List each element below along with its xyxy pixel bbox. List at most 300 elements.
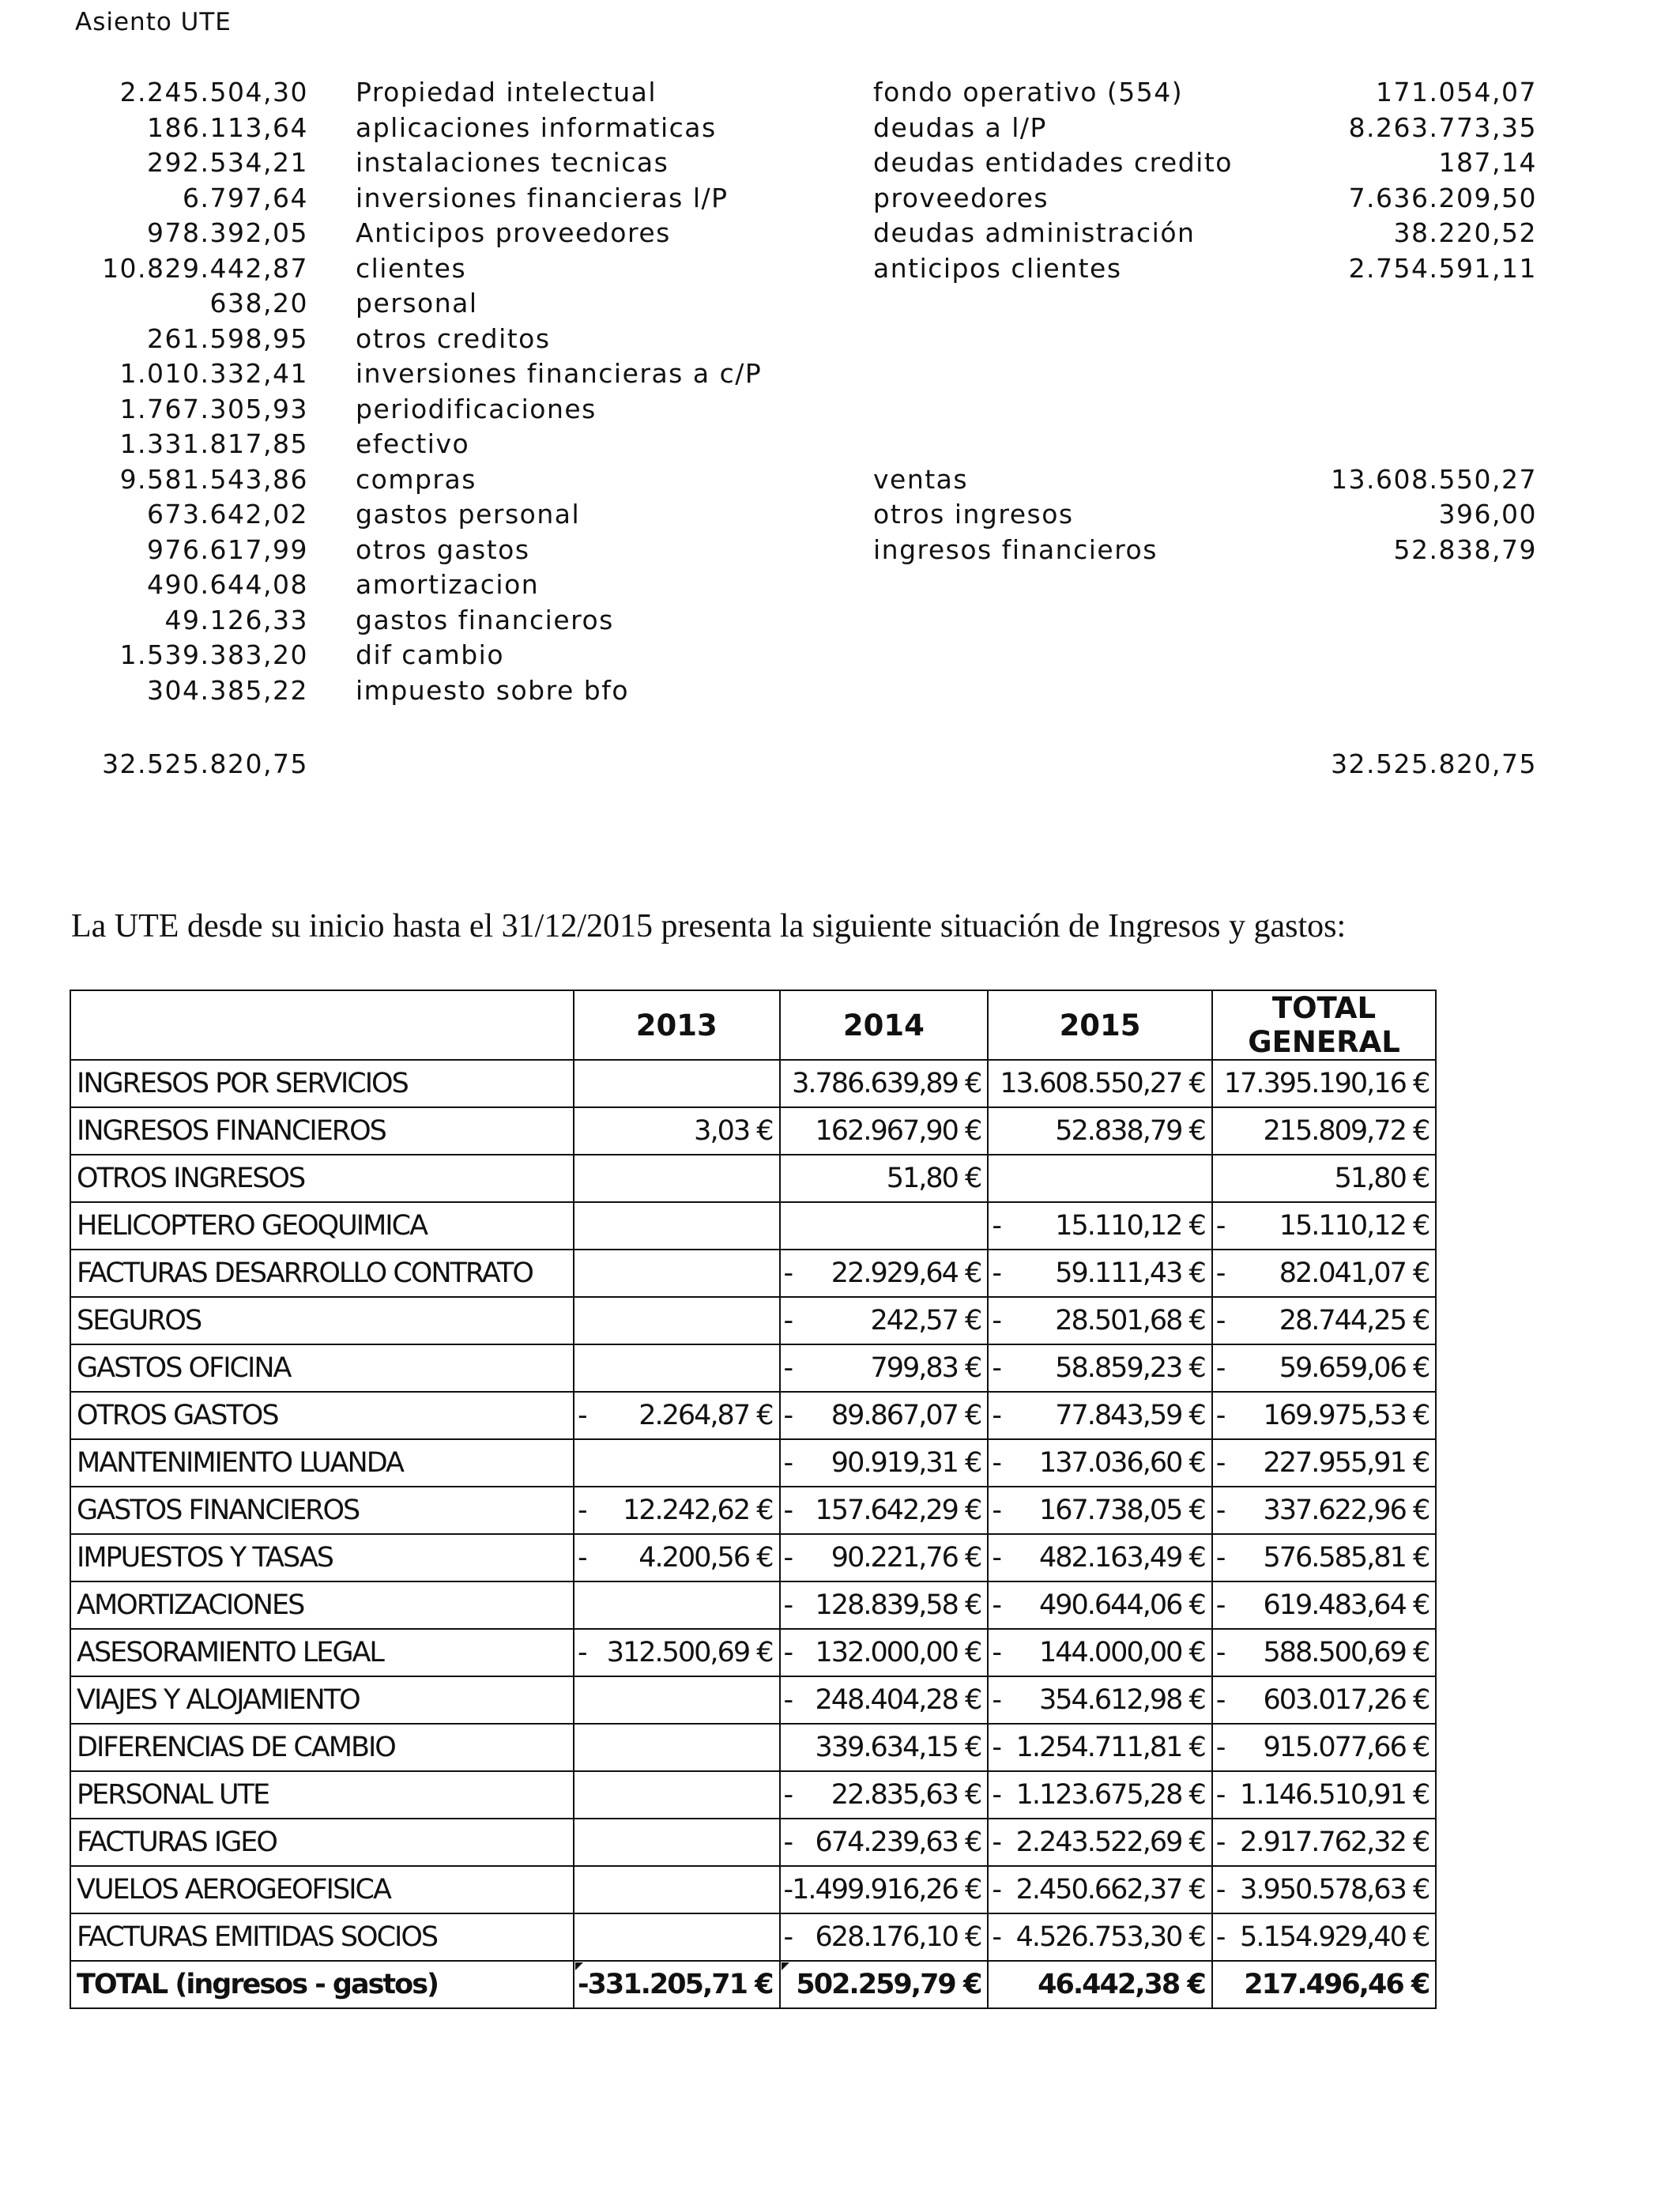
amount: 58.859,23 €: [1055, 1352, 1205, 1384]
amount: 1.146.510,91 €: [1240, 1779, 1430, 1811]
negative-sign: -: [992, 1305, 1000, 1336]
debit-value: 1.767.305,93: [119, 393, 308, 424]
table-row: [70, 1534, 1436, 1581]
table-row: [70, 1913, 1436, 1961]
credit-value: 396,00: [1438, 499, 1537, 530]
value-cell: [780, 1439, 989, 1487]
negative-sign: -: [1215, 1779, 1225, 1811]
asiento-total-debit: 32.525.820,75: [102, 748, 308, 779]
credit-value: 187,14: [1438, 147, 1537, 178]
value-cell: [574, 1676, 780, 1724]
debit-value: 186.113,64: [147, 111, 308, 143]
negative-sign: -: [992, 1495, 1000, 1526]
credit-value: 171.054,07: [1376, 77, 1537, 107]
asiento-totals: [75, 747, 1537, 782]
asiento-row: [75, 392, 1537, 428]
credit-account: anticipos clientes: [873, 252, 1122, 284]
amount: 3.786.639,89 €: [792, 1068, 981, 1099]
negative-sign: -: [992, 1542, 1000, 1574]
negative-sign: -: [992, 1352, 1000, 1384]
row-label: FACTURAS EMITIDAS SOCIOS: [70, 1913, 574, 1961]
value-cell: [1212, 1866, 1436, 1913]
value-cell: [1212, 1344, 1436, 1392]
value-cell: [988, 1676, 1211, 1724]
negative-sign: -: [992, 1826, 1000, 1858]
negative-sign: -: [992, 1732, 1000, 1763]
asiento-row: [75, 216, 1537, 251]
asiento-row: [75, 638, 1537, 673]
amount: 82.041,07 €: [1279, 1257, 1430, 1289]
value-cell: [780, 1487, 989, 1534]
header-2014: 2014: [780, 990, 989, 1060]
amount: 5.154.929,40 €: [1240, 1921, 1430, 1953]
table-row: [70, 1676, 1436, 1724]
row-label: OTROS GASTOS: [70, 1392, 574, 1439]
value-cell: [1212, 1581, 1436, 1629]
value-cell: [988, 1487, 1211, 1534]
row-label: HELICOPTERO GEOQUIMICA: [70, 1202, 574, 1250]
debit-value: 1.331.817,85: [119, 428, 308, 459]
value-cell: [574, 1487, 780, 1534]
row-label: SEGUROS: [70, 1297, 574, 1344]
table-row: [70, 1819, 1436, 1866]
asiento-row: [75, 603, 1537, 639]
debit-account: Anticipos proveedores: [356, 217, 671, 248]
asiento-row: [75, 286, 1537, 322]
amount: 167.738,05 €: [1038, 1495, 1205, 1526]
value-cell: [988, 1819, 1211, 1866]
amount: 28.501,68 €: [1055, 1305, 1205, 1336]
value-cell: [780, 1202, 989, 1250]
negative-sign: -: [1215, 1732, 1225, 1763]
value-cell: [1212, 1392, 1436, 1439]
value-cell: [988, 1439, 1211, 1487]
negative-sign: -: [1215, 1826, 1225, 1858]
debit-account: otros gastos: [356, 533, 530, 565]
value-cell: [988, 1297, 1211, 1344]
value-cell: [1212, 1107, 1436, 1155]
row-label: ASESORAMIENTO LEGAL: [70, 1629, 574, 1676]
amount: 90.919,31 €: [831, 1447, 981, 1479]
amount: 312.500,69 €: [606, 1637, 773, 1668]
row-label: AMORTIZACIONES: [70, 1581, 574, 1629]
debit-account: impuesto sobre bfo: [356, 674, 630, 706]
amount: 2.264,87 €: [638, 1400, 773, 1431]
debit-value: 261.598,95: [147, 322, 308, 354]
row-label: OTROS INGRESOS: [70, 1155, 574, 1202]
negative-sign: -: [992, 1874, 1000, 1906]
negative-sign: -: [578, 1542, 586, 1574]
value-cell: [574, 1913, 780, 1961]
row-label: VUELOS AEROGEOFISICA: [70, 1866, 574, 1913]
amount: 157.642,29 €: [815, 1495, 981, 1526]
negative-sign: -: [1215, 1921, 1225, 1953]
debit-value: 978.392,05: [147, 217, 308, 248]
row-label: FACTURAS DESARROLLO CONTRATO: [70, 1250, 574, 1297]
amount: 59.111,43 €: [1055, 1257, 1205, 1289]
amount: 1.123.675,28 €: [1015, 1779, 1205, 1811]
amount: 12.242,62 €: [622, 1495, 773, 1526]
value-cell: [574, 1392, 780, 1439]
header-2015: 2015: [988, 990, 1211, 1060]
value-cell: [1212, 1202, 1436, 1250]
value-cell: [1212, 1060, 1436, 1107]
negative-sign: -: [992, 1637, 1000, 1668]
value-cell: [780, 1961, 989, 2008]
amount: 1.499.916,26 €: [792, 1874, 981, 1906]
amount: 46.442,38 €: [1038, 1969, 1205, 2000]
value-cell: [988, 1629, 1211, 1676]
value-cell: [1212, 1155, 1436, 1202]
amount: 51,80 €: [886, 1163, 981, 1194]
amount: 4.200,56 €: [638, 1542, 773, 1574]
amount: 915.077,66 €: [1263, 1732, 1430, 1763]
value-cell: [780, 1629, 989, 1676]
header-total-general: TOTAL GENERAL: [1212, 990, 1436, 1060]
negative-sign: -: [783, 1874, 793, 1906]
value-cell: [780, 1676, 989, 1724]
negative-sign: -: [1215, 1352, 1225, 1384]
amount: 2.243.522,69 €: [1015, 1826, 1205, 1858]
credit-account: deudas a l/P: [873, 111, 1047, 143]
income-expense-table: [70, 990, 1437, 2009]
value-cell: [780, 1344, 989, 1392]
debit-value: 2.245.504,30: [119, 77, 308, 107]
negative-sign: -: [992, 1257, 1000, 1289]
header-label: [70, 990, 574, 1060]
value-cell: [988, 1961, 1211, 2008]
amount: 2.450.662,37 €: [1015, 1874, 1205, 1906]
negative-sign: -: [783, 1637, 793, 1668]
debit-account: gastos financieros: [356, 604, 614, 635]
value-cell: [988, 1250, 1211, 1297]
negative-sign: -: [783, 1352, 793, 1384]
amount: 89.867,07 €: [831, 1400, 981, 1431]
negative-sign: -: [783, 1921, 793, 1953]
debit-account: compras: [356, 463, 477, 495]
value-cell: [574, 1629, 780, 1676]
debit-account: gastos personal: [356, 499, 581, 530]
negative-sign: -: [783, 1589, 793, 1621]
asiento-row: [75, 111, 1537, 146]
table-row: [70, 1392, 1436, 1439]
negative-sign: -: [992, 1447, 1000, 1479]
value-cell: [780, 1060, 989, 1107]
credit-value: 2.754.591,11: [1348, 252, 1537, 284]
negative-sign: -: [1215, 1874, 1225, 1906]
amount: 339.634,15 €: [815, 1732, 981, 1763]
amount: 22.929,64 €: [831, 1257, 981, 1289]
credit-account: ventas: [873, 463, 969, 495]
amount: 169.975,53 €: [1263, 1400, 1430, 1431]
value-cell: [780, 1771, 989, 1819]
debit-account: inversiones financieras a c/P: [356, 358, 763, 389]
intro-paragraph: La UTE desde su inicio hasta el 31/12/2015 presenta la siguiente situación de Ingresos y gastos:: [71, 908, 1347, 944]
amount: 52.838,79 €: [1055, 1115, 1205, 1147]
credit-account: fondo operativo (554): [873, 77, 1184, 107]
value-cell: [574, 1724, 780, 1771]
value-cell: [1212, 1676, 1436, 1724]
value-cell: [574, 1297, 780, 1344]
debit-account: efectivo: [356, 428, 470, 459]
row-label: PERSONAL UTE: [70, 1771, 574, 1819]
asiento-row: [75, 75, 1537, 111]
value-cell: [988, 1724, 1211, 1771]
table-row: [70, 1581, 1436, 1629]
table-row: [70, 1724, 1436, 1771]
value-cell: [1212, 1439, 1436, 1487]
asiento-row: [75, 322, 1537, 357]
negative-sign: -: [1215, 1400, 1225, 1431]
debit-account: aplicaciones informaticas: [356, 111, 717, 143]
value-cell: [988, 1866, 1211, 1913]
value-cell: [988, 1107, 1211, 1155]
amount: 337.622,96 €: [1263, 1495, 1430, 1526]
value-cell: [1212, 1250, 1436, 1297]
negative-sign: -: [1215, 1305, 1225, 1336]
value-cell: [574, 1155, 780, 1202]
table-row: [70, 1629, 1436, 1676]
credit-value: 38.220,52: [1393, 217, 1537, 248]
value-cell: [1212, 1297, 1436, 1344]
row-label: INGRESOS POR SERVICIOS: [70, 1060, 574, 1107]
debit-value: 6.797,64: [183, 182, 308, 213]
credit-value: 7.636.209,50: [1348, 182, 1537, 213]
value-cell: [1212, 1629, 1436, 1676]
value-cell: [988, 1344, 1211, 1392]
amount: 144.000,00 €: [1038, 1637, 1205, 1668]
value-cell: [780, 1107, 989, 1155]
value-cell: [780, 1534, 989, 1581]
amount: 502.259,79 €: [796, 1969, 981, 2000]
negative-sign: -: [1215, 1495, 1225, 1526]
negative-sign: -: [783, 1257, 793, 1289]
table-row: [70, 1155, 1436, 1202]
value-cell: [574, 1202, 780, 1250]
row-label: TOTAL (ingresos - gastos): [70, 1961, 574, 2008]
table-body: [70, 1060, 1436, 2008]
debit-account: clientes: [356, 252, 467, 284]
value-cell: [780, 1155, 989, 1202]
amount: 215.809,72 €: [1263, 1115, 1430, 1147]
row-label: MANTENIMIENTO LUANDA: [70, 1439, 574, 1487]
negative-sign: -: [992, 1921, 1000, 1953]
amount: 674.239,63 €: [815, 1826, 981, 1858]
value-cell: [988, 1534, 1211, 1581]
negative-sign: -: [578, 1400, 586, 1431]
amount: 490.644,06 €: [1038, 1589, 1205, 1621]
negative-sign: -: [1215, 1684, 1225, 1716]
value-cell: [574, 1581, 780, 1629]
value-cell: [1212, 1913, 1436, 1961]
amount: 137.036,60 €: [1038, 1447, 1205, 1479]
value-cell: [780, 1819, 989, 1866]
value-cell: [988, 1581, 1211, 1629]
row-label: VIAJES Y ALOJAMIENTO: [70, 1676, 574, 1724]
negative-sign: -: [1215, 1210, 1225, 1242]
debit-value: 976.617,99: [147, 533, 308, 565]
row-label: GASTOS FINANCIEROS: [70, 1487, 574, 1534]
negative-sign: -: [1215, 1447, 1225, 1479]
value-cell: [988, 1392, 1211, 1439]
value-cell: [988, 1202, 1211, 1250]
row-label: FACTURAS IGEO: [70, 1819, 574, 1866]
row-label: INGRESOS FINANCIEROS: [70, 1107, 574, 1155]
negative-sign: -: [992, 1684, 1000, 1716]
asiento-row: [75, 181, 1537, 217]
amount: 217.496,46 €: [1244, 1969, 1430, 2000]
amount: 132.000,00 €: [815, 1637, 981, 1668]
value-cell: [1212, 1819, 1436, 1866]
asiento-title: Asiento UTE: [75, 8, 232, 36]
header-2013: 2013: [574, 990, 780, 1060]
asiento-row: [75, 427, 1537, 462]
amount: 2.917.762,32 €: [1240, 1826, 1430, 1858]
amount: 628.176,10 €: [815, 1921, 981, 1953]
credit-value: 52.838,79: [1393, 533, 1537, 565]
amount: 588.500,69 €: [1263, 1637, 1430, 1668]
debit-account: instalaciones tecnicas: [356, 147, 669, 178]
amount: 354.612,98 €: [1038, 1684, 1205, 1716]
debit-account: personal: [356, 288, 478, 319]
asiento-row: [75, 497, 1537, 533]
negative-sign: -: [1215, 1257, 1225, 1289]
value-cell: [780, 1392, 989, 1439]
table-row: [70, 1487, 1436, 1534]
amount: 248.404,28 €: [815, 1684, 981, 1716]
value-cell: [780, 1581, 989, 1629]
value-cell: [780, 1724, 989, 1771]
asiento-row: [75, 251, 1537, 287]
debit-value: 49.126,33: [164, 604, 308, 635]
credit-account: deudas entidades credito: [873, 147, 1233, 178]
value-cell: [988, 1913, 1211, 1961]
credit-value: 8.263.773,35: [1348, 111, 1537, 143]
amount: 3.950.578,63 €: [1240, 1874, 1430, 1906]
negative-sign: -: [783, 1447, 793, 1479]
amount: 3,03 €: [694, 1115, 773, 1147]
amount: 59.659,06 €: [1279, 1352, 1430, 1384]
value-cell: [1212, 1487, 1436, 1534]
debit-value: 292.534,21: [147, 147, 308, 178]
value-cell: [574, 1819, 780, 1866]
amount: 22.835,63 €: [831, 1779, 981, 1811]
debit-account: dif cambio: [356, 639, 505, 670]
negative-sign: -: [783, 1826, 793, 1858]
debit-account: Propiedad intelectual: [356, 77, 657, 107]
negative-sign: -: [783, 1400, 793, 1431]
value-cell: [988, 1060, 1211, 1107]
asiento-row: [75, 462, 1537, 498]
value-cell: [780, 1250, 989, 1297]
negative-sign: -: [783, 1495, 793, 1526]
value-cell: [988, 1771, 1211, 1819]
table-row: [70, 1060, 1436, 1107]
value-cell: [780, 1297, 989, 1344]
amount: 15.110,12 €: [1279, 1210, 1430, 1242]
value-cell: [574, 1107, 780, 1155]
value-cell: [1212, 1771, 1436, 1819]
credit-account: deudas administración: [873, 217, 1196, 248]
table-total-row: [70, 1961, 1436, 2008]
negative-sign: -: [578, 1637, 586, 1668]
debit-value: 1.010.332,41: [119, 358, 308, 389]
table-row: [70, 1297, 1436, 1344]
negative-sign: -: [1215, 1589, 1225, 1621]
debit-value: 304.385,22: [147, 674, 308, 706]
amount: 77.843,59 €: [1055, 1400, 1205, 1431]
value-cell: [574, 1439, 780, 1487]
asiento-row: [75, 356, 1537, 392]
amount: 482.163,49 €: [1038, 1542, 1205, 1574]
amount: 28.744,25 €: [1279, 1305, 1430, 1336]
amount: 331.205,71 €: [587, 1969, 773, 2000]
amount: 13.608.550,27 €: [1000, 1068, 1205, 1099]
negative-sign: -: [992, 1400, 1000, 1431]
value-cell: [988, 1155, 1211, 1202]
value-cell: [574, 1866, 780, 1913]
amount: 1.254.711,81 €: [1015, 1732, 1205, 1763]
amount: 799,83 €: [870, 1352, 981, 1384]
credit-account: proveedores: [873, 182, 1049, 213]
value-cell: [574, 1344, 780, 1392]
debit-value: 490.644,08: [147, 569, 308, 600]
value-cell: [574, 1961, 780, 2008]
amount: 619.483,64 €: [1263, 1589, 1430, 1621]
table-row: [70, 1344, 1436, 1392]
table-row: [70, 1439, 1436, 1487]
credit-account: ingresos financieros: [873, 533, 1158, 565]
table-row: [70, 1107, 1436, 1155]
asiento-entries: [75, 75, 1537, 708]
row-label: IMPUESTOS Y TASAS: [70, 1534, 574, 1581]
row-label: GASTOS OFICINA: [70, 1344, 574, 1392]
negative-sign: -: [578, 1495, 586, 1526]
debit-value: 638,20: [209, 288, 308, 319]
value-cell: [780, 1913, 989, 1961]
debit-account: amortizacion: [356, 569, 540, 600]
amount: 162.967,90 €: [815, 1115, 981, 1147]
amount: 603.017,26 €: [1263, 1684, 1430, 1716]
amount: 242,57 €: [870, 1305, 981, 1336]
negative-sign: -: [992, 1589, 1000, 1621]
value-cell: [1212, 1724, 1436, 1771]
table-header-row: [70, 990, 1436, 1060]
negative-sign: -: [1215, 1542, 1225, 1574]
value-cell: [574, 1250, 780, 1297]
row-label: DIFERENCIAS DE CAMBIO: [70, 1724, 574, 1771]
amount: 576.585,81 €: [1263, 1542, 1430, 1574]
value-cell: [574, 1771, 780, 1819]
asiento-row: [75, 673, 1537, 709]
asiento-row: [75, 533, 1537, 568]
debit-account: periodificaciones: [356, 393, 597, 424]
asiento-total-credit: 32.525.820,75: [1331, 748, 1537, 779]
asiento-row: [75, 567, 1537, 603]
debit-value: 1.539.383,20: [119, 639, 308, 670]
negative-sign: -: [783, 1684, 793, 1716]
negative-sign: -: [992, 1779, 1000, 1811]
negative-sign: -: [783, 1542, 793, 1574]
negative-sign: -: [1215, 1637, 1225, 1668]
value-cell: [574, 1534, 780, 1581]
value-cell: [574, 1060, 780, 1107]
credit-account: otros ingresos: [873, 499, 1074, 530]
value-cell: [780, 1866, 989, 1913]
table-row: [70, 1771, 1436, 1819]
amount: 128.839,58 €: [815, 1589, 981, 1621]
amount: 15.110,12 €: [1055, 1210, 1205, 1242]
